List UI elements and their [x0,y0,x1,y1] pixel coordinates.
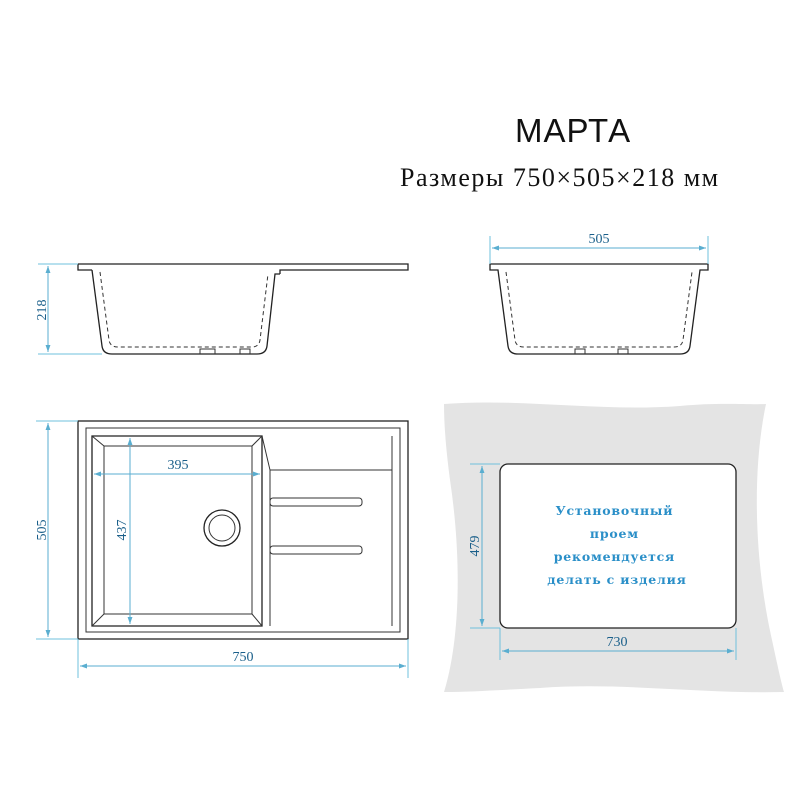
side-view [35,264,408,354]
side-height-label: 218 [35,299,50,321]
cutout-view [444,402,784,692]
cutout-depth-label: 479 [468,535,483,557]
note-line-2: проем [589,526,639,541]
end-width-label: 505 [588,232,610,247]
end-view [490,232,708,354]
cutout-width-label: 730 [606,635,628,650]
bowl-width-label: 395 [167,458,189,473]
note-line-1: Установочный [555,503,674,518]
note-line-4: делать с изделия [547,572,687,587]
bowl-depth-label: 437 [115,519,130,541]
product-title: МАРТА [515,112,632,149]
note-line-3: рекомендуется [553,549,676,564]
top-view [35,421,408,678]
cutout-opening [500,464,736,628]
total-depth-label: 505 [35,519,50,541]
product-dimensions-subtitle: Размеры 750×505×218 мм [400,163,720,192]
total-length-label: 750 [232,650,254,665]
